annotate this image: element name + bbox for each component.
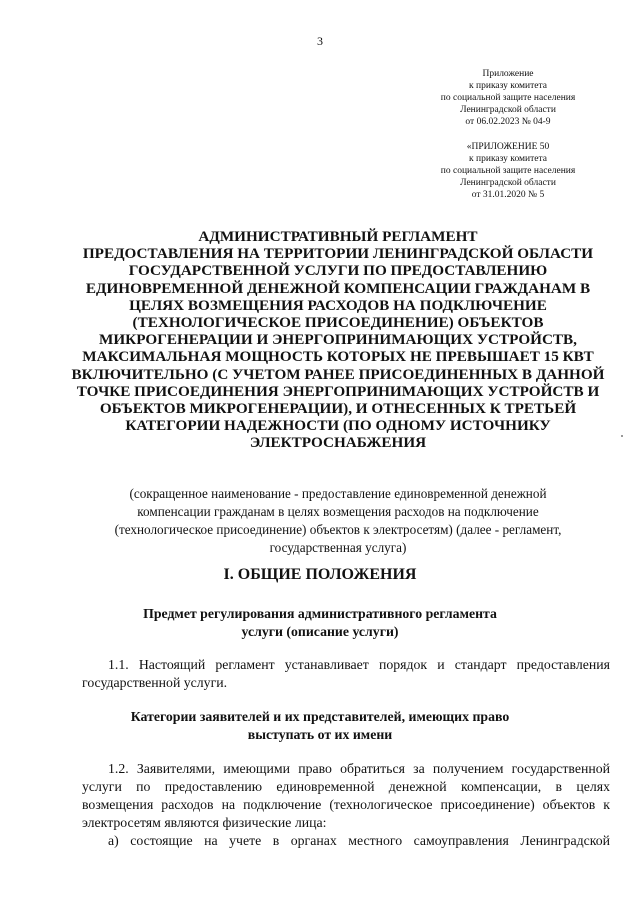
short-name-line: (сокращенное наименование - предоставление единовременной денежной <box>129 486 547 501</box>
title-line: ОБЪЕКТОВ МИКРОГЕНЕРАЦИИ), И ОТНЕСЕННЫХ К ТРЕТЬЕЙ <box>99 400 577 418</box>
subheading-line: Категории заявителей и их представителей, имеющих право <box>130 709 510 724</box>
subheading-subject <box>0 605 640 641</box>
annex-header-original <box>408 141 608 201</box>
title-line: ЕДИНОВРЕМЕННОЙ ДЕНЕЖНОЙ КОМПЕНСАЦИИ ГРАЖДАНАМ В <box>85 279 591 297</box>
title-line: ГОСУДАРСТВЕННОЙ УСЛУГИ ПО ПРЕДОСТАВЛЕНИЮ <box>128 262 548 280</box>
annex-line: к приказу комитета <box>469 81 547 91</box>
scan-speck <box>621 435 623 437</box>
title-line: КАТЕГОРИИ НАДЕЖНОСТИ (ПО ОДНОМУ ИСТОЧНИКУ <box>125 417 551 435</box>
annex-line: «ПРИЛОЖЕНИЕ 50 <box>466 142 550 152</box>
paragraph-line: государственной услуги. <box>82 675 228 690</box>
annex-header-current <box>408 68 608 128</box>
short-name-line: (технологическое присоединение) объектов к электросетям) (далее - регламент, <box>114 522 562 537</box>
subheading-line: услуги (описание услуги) <box>241 624 399 639</box>
title-line: ТОЧКЕ ПРИСОЕДИНЕНИЯ ЭНЕРГОПРИНИМАЮЩИХ УСТРОЙСТВ И <box>76 382 600 400</box>
page-number: 3 <box>317 34 323 48</box>
paragraph-line: а) состоящие на учете в органах местного самоуправления Ленинградской <box>108 833 610 848</box>
title-line: ЭЛЕКТРОСНАБЖЕНИЯ <box>249 434 427 452</box>
short-name-line: государственная услуга) <box>269 540 407 555</box>
title-line: МАКСИМАЛЬНАЯ МОЩНОСТЬ КОТОРЫХ НЕ ПРЕВЫШАЕТ 15 КВТ <box>82 348 594 366</box>
paragraph-line: электросетям являются физические лица: <box>82 815 327 830</box>
paragraph-line: 1.1. Настоящий регламент устанавливает порядок и стандарт предоставления <box>108 657 610 672</box>
annex-line: от 06.02.2023 № 04-9 <box>465 117 551 127</box>
subheading-applicants <box>0 708 640 744</box>
annex-line: к приказу комитета <box>469 154 547 164</box>
annex-line: Приложение <box>482 69 534 79</box>
section-heading: I. ОБЩИЕ ПОЛОЖЕНИЯ <box>223 566 417 583</box>
short-name-line: компенсации гражданам в целях возмещения расходов на подключение <box>137 504 539 519</box>
subheading-line: Предмет регулирования административного регламента <box>143 606 497 621</box>
paragraph-line: 1.2. Заявителями, имеющими право обратиться за получением государственной <box>108 761 610 776</box>
title-line: АДМИНИСТРАТИВНЫЙ РЕГЛАМЕНТ <box>198 228 478 245</box>
title-line: ВКЛЮЧИТЕЛЬНО (С УЧЕТОМ РАНЕЕ ПРИСОЕДИНЕННЫХ В ДАННОЙ <box>71 365 605 383</box>
paragraph-line: возмещения расходов на подключение (технологическое присоединение) объектов к <box>82 797 610 812</box>
paragraph-1-1 <box>82 656 610 692</box>
subheading-line: выступать от их имени <box>247 727 393 742</box>
title-line: МИКРОГЕНЕРАЦИИ И ЭНЕРГОПРИНИМАЮЩИХ УСТРОЙСТВ, <box>99 331 577 349</box>
annex-line: Ленинградской области <box>460 178 556 188</box>
annex-line: от 31.01.2020 № 5 <box>471 190 545 200</box>
paragraph-line: услуги по предоставлению единовременной денежной компенсации, в целях <box>82 779 610 794</box>
document-title <box>58 228 618 452</box>
annex-line: по социальной защите населения <box>440 166 576 176</box>
title-line: ПРЕДОСТАВЛЕНИЯ НА ТЕРРИТОРИИ ЛЕНИНГРАДСКОЙ ОБЛАСТИ <box>82 245 594 263</box>
paragraph-1-2 <box>82 760 610 850</box>
annex-line: Ленинградской области <box>460 105 556 115</box>
annex-line: по социальной защите населения <box>440 93 576 103</box>
title-line: ЦЕЛЯХ ВОЗМЕЩЕНИЯ РАСХОДОВ НА ПОДКЛЮЧЕНИЕ <box>129 296 547 314</box>
title-line: (ТЕХНОЛОГИЧЕСКОЕ ПРИСОЕДИНЕНИЕ) ОБЪЕКТОВ <box>132 314 544 332</box>
short-name-note <box>58 485 618 557</box>
